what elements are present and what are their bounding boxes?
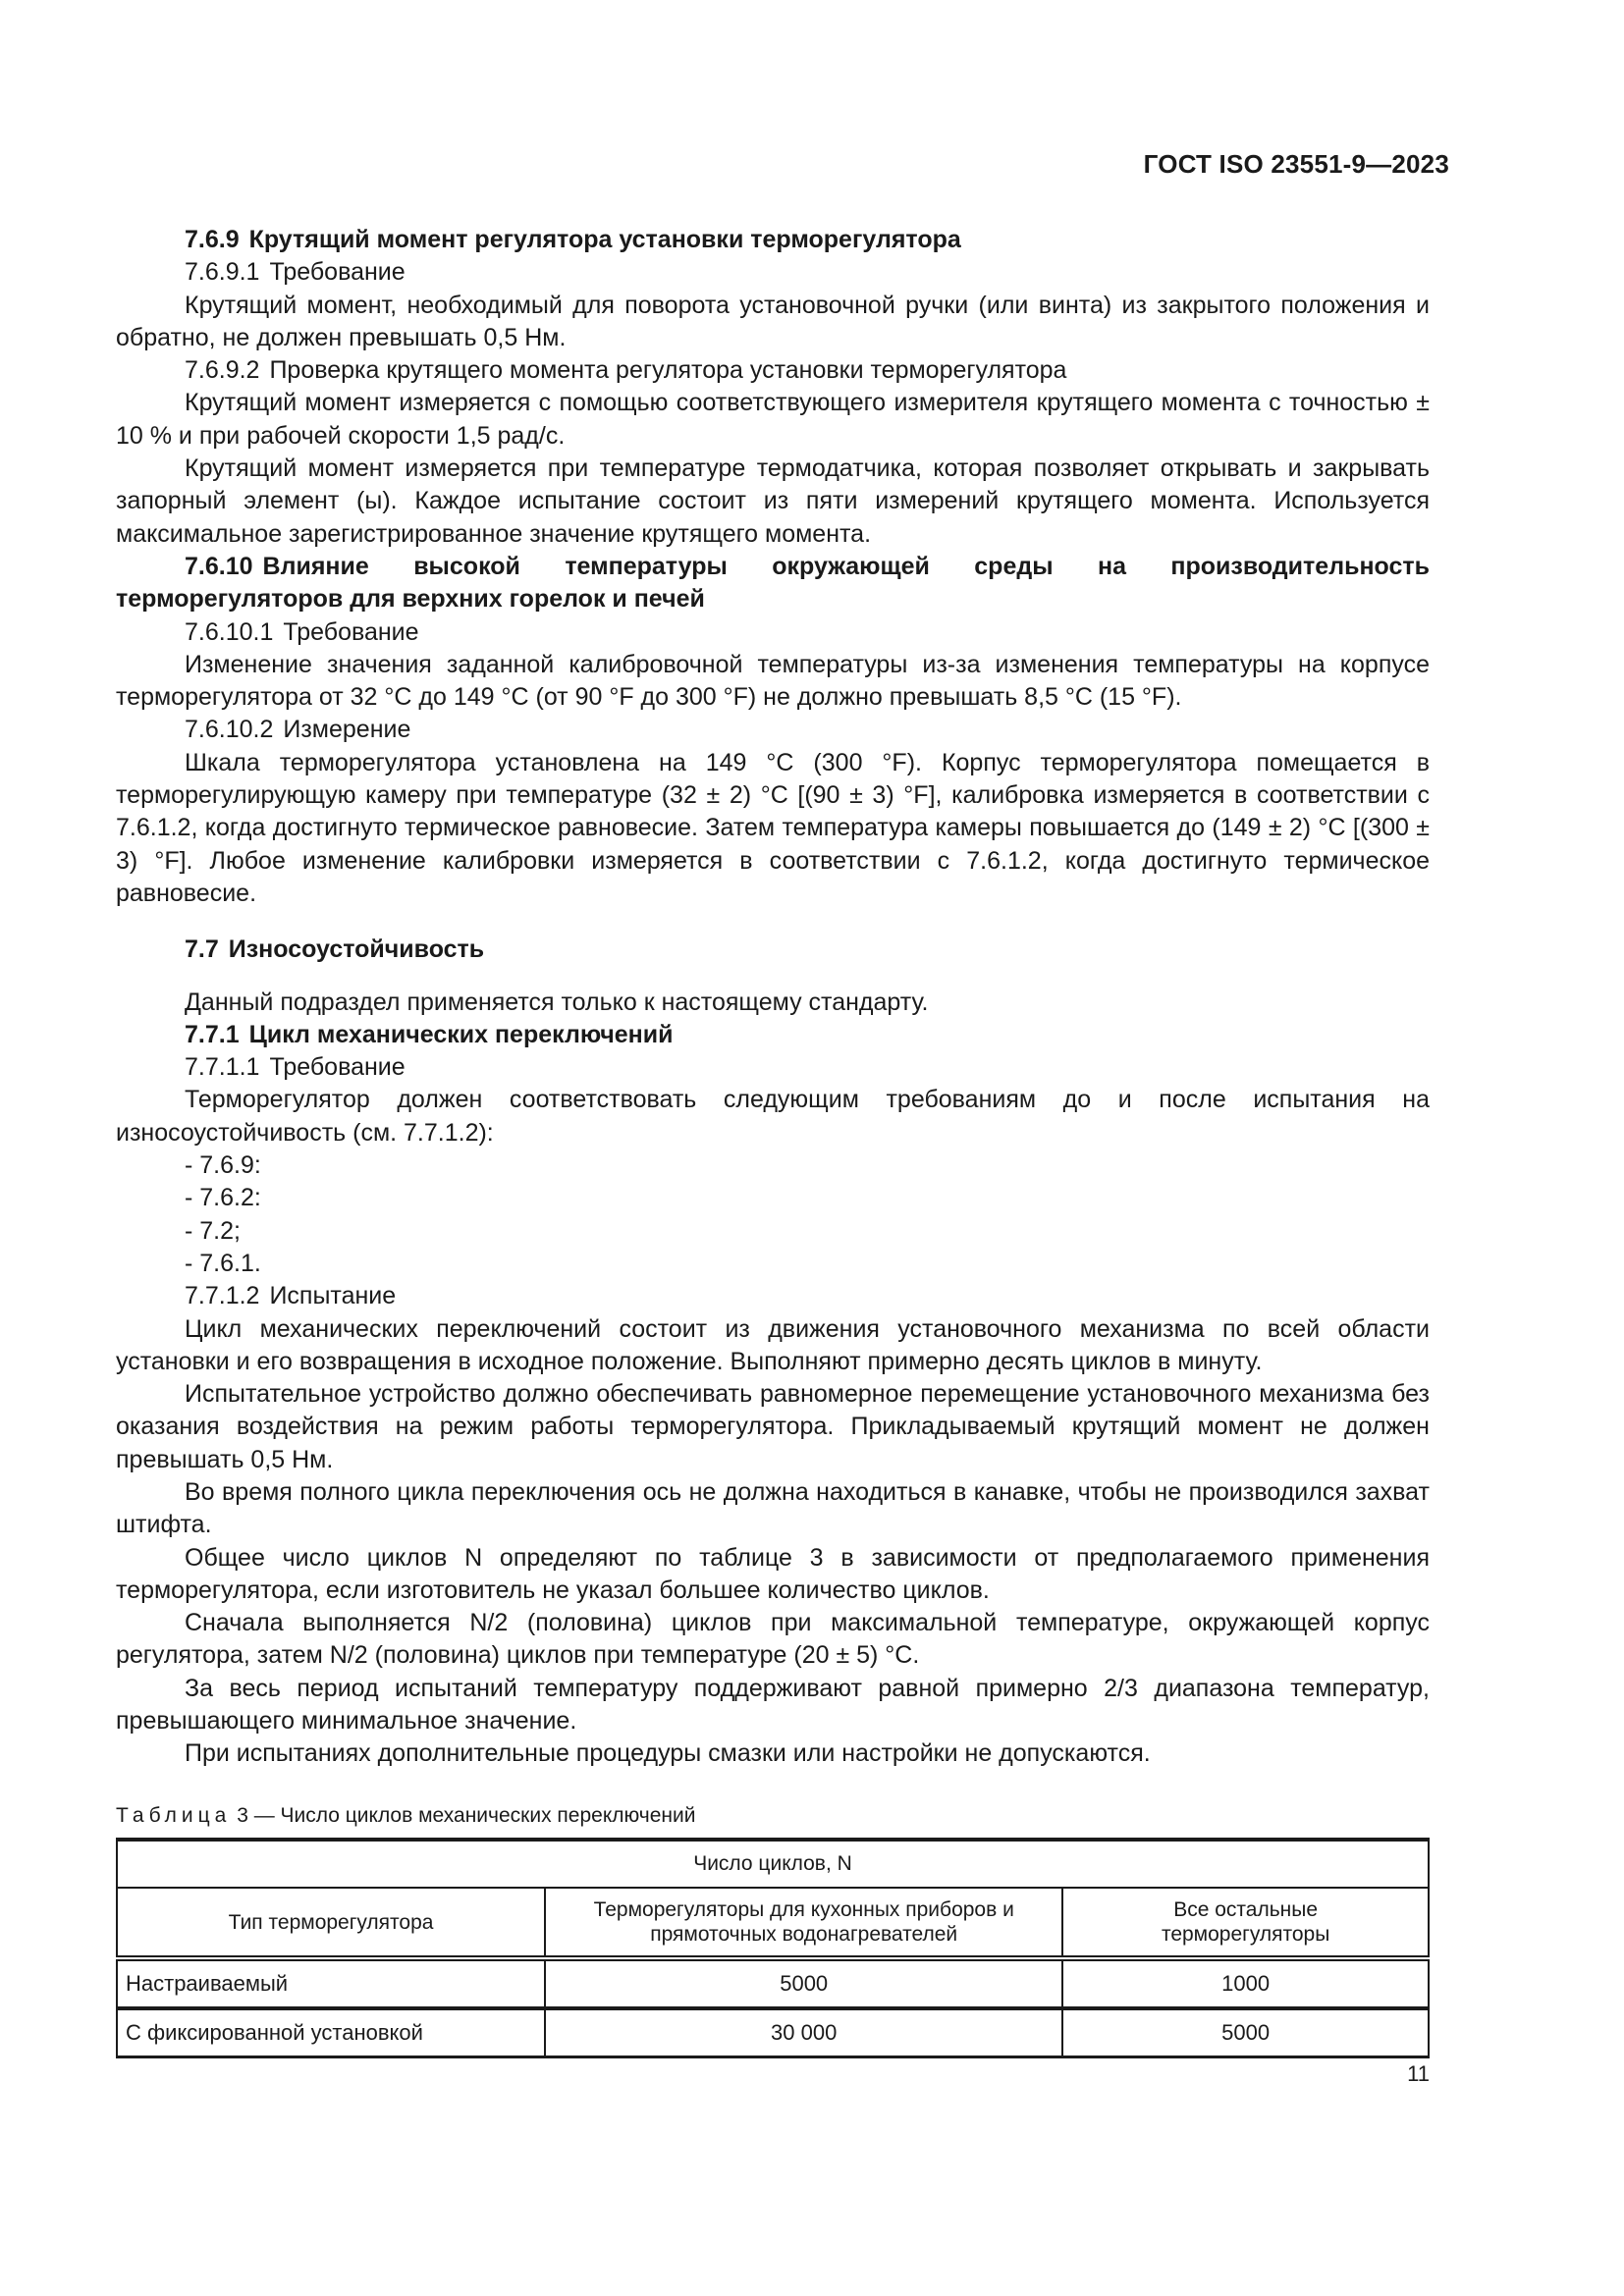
paragraph: Изменение значения заданной калибровочной температуры из-за изменения температуры на корпусе терморегулятора от 32 °С до 149 °С (от 90 °F до 300 °F) не должно превышать 8,5 °С (15 °F). xyxy=(116,650,1430,712)
list-item: - 7.6.2: xyxy=(185,1184,261,1212)
paragraph: Сначала выполняется N/2 (половина) циклов при максимальной температуре, окружающей корпус регулятора, затем N/2 (половина) циклов при температуре (20 ± 5) °С. xyxy=(116,1609,1430,1670)
paragraph: Шкала терморегулятора установлена на 149 °С (300 °F). Корпус терморегулятора помещается в терморегулирующую камеру при температуре (32 ± 2) °С [(90 ± 3) °F], калибровка измеряется в соответствии с 7.6.1.2, когда достигнуто термическое равновесие. Затем температура камеры повышается до (149 ± 2) °С [(300 ± 3) °F]. Любое изменение калибровки измеряется в соответствии с 7.6.1.2, когда достигнуто термическое равновесие. xyxy=(116,748,1430,907)
document-code-header: ГОСТ ISO 23551-9—2023 xyxy=(1143,149,1449,179)
table-cell: С фиксированной установкой xyxy=(117,2008,545,2057)
table-header-row xyxy=(117,1888,1429,1958)
paragraph: Крутящий момент измеряется с помощью соответствующего измерителя крутящего момента с точностью ± 10 % и при рабочей скорости 1,5 рад/с. xyxy=(116,389,1430,450)
table-caption-title: 3 — Число циклов механических переключений xyxy=(237,1804,696,1827)
paragraph: Испытательное устройство должно обеспечивать равномерное перемещение установочного механизма без оказания воздействия на режим работы терморегулятора. Прикладываемый крутящий момент не должен превышать 0,5 Нм. xyxy=(116,1380,1430,1473)
paragraph: Общее число циклов N определяют по таблице 3 в зависимости от предполагаемого применения терморегулятора, если изготовитель не указал большее количество циклов. xyxy=(116,1543,1430,1604)
document-body xyxy=(116,224,1430,1771)
list-item: - 7.2; xyxy=(185,1216,241,1245)
table-cell: 5000 xyxy=(1062,2008,1429,2057)
heading-7-6-9: 7.6.9 Крутящий момент регулятора установки терморегулятора xyxy=(185,226,961,253)
paragraph: Во время полного цикла переключения ось не должна находиться в канавке, чтобы не производился захват штифта. xyxy=(116,1477,1430,1539)
paragraph: Крутящий момент измеряется при температуре термодатчика, которая позволяет открывать и закрывать запорный элемент (ы). Каждое испытание состоит из пяти измерений крутящего момента. Используется максимальное зарегистрированное значение крутящего момента. xyxy=(116,454,1430,548)
section-7-7: 7.7 Износоустойчивость xyxy=(185,935,485,964)
table-cell: 1000 xyxy=(1062,1958,1429,2008)
table-row xyxy=(117,2008,1429,2057)
paragraph: Данный подраздел применяется только к настоящему стандарту. xyxy=(185,988,929,1016)
subheading-7-6-10-2: 7.6.10.2 Измерение xyxy=(185,716,411,744)
page-number: 11 xyxy=(1407,2061,1430,2086)
paragraph: Крутящий момент, необходимый для поворота установочной ручки (или винта) из закрытого положения и обратно, не должен превышать 0,5 Нм. xyxy=(116,291,1430,351)
subheading-7-7-1-1: 7.7.1.1 Требование xyxy=(185,1053,406,1082)
subheading-7-6-9-2: 7.6.9.2 Проверка крутящего момента регулятора установки терморегулятора xyxy=(185,356,1067,385)
group-header-cell: Число циклов, N xyxy=(117,1840,1429,1888)
list-item: - 7.6.9: xyxy=(185,1151,261,1180)
paragraph: За весь период испытаний температуру поддерживают равной примерно 2/3 диапазона температур, превышающего минимальное значение. xyxy=(116,1674,1430,1735)
subheading-7-7-1-2: 7.7.1.2 Испытание xyxy=(185,1282,397,1310)
cycles-table xyxy=(116,1838,1430,2058)
paragraph: Цикл механических переключений состоит из движения установочного механизма по всей области установки и его возвращения в исходное положение. Выполняют примерно десять циклов в минуту. xyxy=(116,1314,1430,1375)
list-item: - 7.6.1. xyxy=(185,1249,261,1277)
column-header: Тип терморегулятора xyxy=(117,1888,545,1958)
table-cell: 5000 xyxy=(545,1958,1062,2008)
paragraph: Терморегулятор должен соответствовать следующим требованиям до и после испытания на износоустойчивость (см. 7.7.1.2): xyxy=(116,1086,1430,1147)
table-caption-label: Таблица xyxy=(116,1804,232,1827)
column-header: Терморегуляторы для кухонных приборов и прямоточных водонагревателей xyxy=(545,1888,1062,1958)
paragraph: При испытаниях дополнительные процедуры смазки или настройки не допускаются. xyxy=(185,1739,1151,1768)
heading-7-6-10: 7.6.10 Влияние высокой температуры окружающей среды на производительность терморегуляторов для верхних горелок и печей xyxy=(116,552,1430,614)
table-group-header-row xyxy=(117,1840,1429,1888)
subheading-7-6-10-1: 7.6.10.1 Требование xyxy=(185,617,419,646)
table-row xyxy=(117,1958,1429,2008)
table-cell: Настраиваемый xyxy=(117,1958,545,2008)
heading-7-7-1: 7.7.1 Цикл механических переключений xyxy=(185,1020,674,1048)
table-cell: 30 000 xyxy=(545,2008,1062,2057)
table-caption xyxy=(116,1804,695,1828)
column-header: Все остальные терморегуляторы xyxy=(1062,1888,1429,1958)
subheading-7-6-9-1: 7.6.9.1 Требование xyxy=(185,258,406,287)
